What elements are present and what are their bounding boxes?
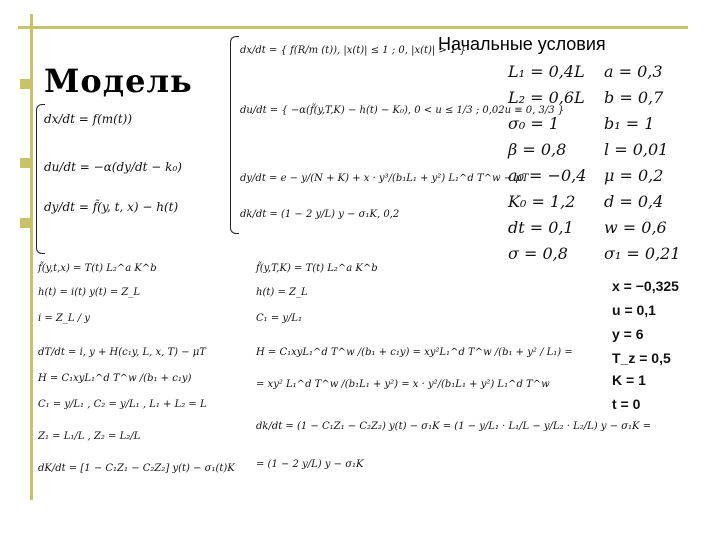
bullet-square-icon [20, 79, 30, 89]
system-equation: dy/dt = e − y/(N + K) + x · y³/(b₁L₁ + y²) L₁^d T^w − μT [240, 173, 529, 184]
derivation-line: = xy² L₁^d T^w /(b₁L₁ + y²) = x · y²/(b₁L₁ + y²) L₁^d T^w [256, 379, 550, 390]
frame-vertical-line [30, 14, 33, 500]
derivation-line: C₁ = y/L₁ [256, 313, 303, 324]
result-value: x = −0,325 [612, 278, 679, 294]
initial-condition: a₀ = −0,4 [508, 166, 587, 185]
initial-condition: σ₀ = 1 [508, 114, 560, 133]
initial-condition: β = 0,8 [508, 140, 567, 159]
initial-condition: μ = 0,2 [604, 166, 664, 185]
initial-condition: σ = 0,8 [508, 244, 568, 263]
derivation-line: Z₁ = L₁/L , Z₂ = L₂/L [38, 431, 141, 442]
model-equation: dx/dt = f(m(t)) [44, 112, 133, 126]
initial-condition: L₂ = 0,6L [508, 88, 585, 107]
initial-condition: d = 0,4 [604, 192, 664, 211]
derivation-line: H = C₁xyL₁^d T^w /(b₁ + c₁y) = xy²L₁^d T^w /(b₁ + y² / L₁) = [256, 347, 573, 358]
derivation-line: H = C₁xyL₁^d T^w /(b₁ + c₁y) [38, 373, 192, 384]
result-value: y = 6 [612, 326, 644, 342]
result-value: t = 0 [612, 396, 641, 412]
derivation-line: h(t) = Z_L [256, 287, 308, 298]
system-equation: dx/dt = { f(R/m (t)), |x(t)| ≤ 1 ; 0, |x(t)| > 1 } [240, 45, 466, 56]
initial-conditions-title: Начальные условия [438, 34, 606, 54]
bullet-square-icon [20, 158, 30, 168]
bullet-square-icon [20, 218, 30, 228]
result-value: u = 0,1 [612, 302, 656, 318]
initial-condition: a = 0,3 [604, 62, 663, 81]
system-equation: du/dt = { −α(f̃(y,T,K) − h(t) − K₀), 0 < u ≤ 1/3 ; 0,02u ≡ 0, 3/3 } [240, 105, 565, 116]
system-brace [230, 36, 239, 234]
derivation-line: dk/dt = (1 − C₁Z₁ − C₂Z₂) y(t) − σ₁K = (1 − y/L₁ · L₁/L − y/L₂ · L₂/L) y − σ₁K = [256, 421, 652, 432]
model-equation: du/dt = −α(dy/dt − k₀) [44, 160, 182, 174]
initial-condition: σ₁ = 0,21 [604, 244, 681, 263]
initial-condition: w = 0,6 [604, 218, 667, 237]
model-brace [36, 104, 45, 254]
derivation-line: = (1 − 2 y/L) y − σ₁K [256, 459, 364, 470]
initial-condition: K₀ = 1,2 [508, 192, 576, 211]
initial-condition: dt = 0,1 [508, 218, 574, 237]
model-equation: dy/dt = f̃(y, t, x) − h(t) [44, 200, 179, 214]
derivation-line: dK/dt = [1 − C₁Z₁ − C₂Z₂] y(t) − σ₁(t)K [38, 463, 235, 474]
derivation-line: C₁ = y/L₁ , C₂ = y/L₁ , L₁ + L₂ = L [38, 399, 207, 410]
derivation-line: f̃(y,t,x) = T(t) L₂^a K^b [38, 263, 157, 274]
initial-condition: b = 0,7 [604, 88, 664, 107]
result-value: T_z = 0,5 [612, 350, 671, 366]
frame-horizontal-line [18, 26, 688, 29]
initial-condition: b₁ = 1 [604, 114, 655, 133]
initial-condition: l = 0,01 [604, 140, 669, 159]
initial-condition: L₁ = 0,4L [508, 62, 585, 81]
derivation-line: dT/dt = i, y + H(c₁y, L, x, T) − μT [38, 347, 206, 358]
derivation-line: f̃(y,T,K) = T(t) L₂^a K^b [256, 263, 378, 274]
system-equation: dk/dt = (1 − 2 y/L) y − σ₁K, 0,2 [240, 209, 400, 220]
result-value: K = 1 [612, 372, 646, 388]
slide-title: Модель [44, 62, 193, 100]
derivation-line: i = Z_L / y [38, 313, 90, 324]
derivation-line: h(t) = i(t) y(t) = Z_L [38, 287, 140, 298]
